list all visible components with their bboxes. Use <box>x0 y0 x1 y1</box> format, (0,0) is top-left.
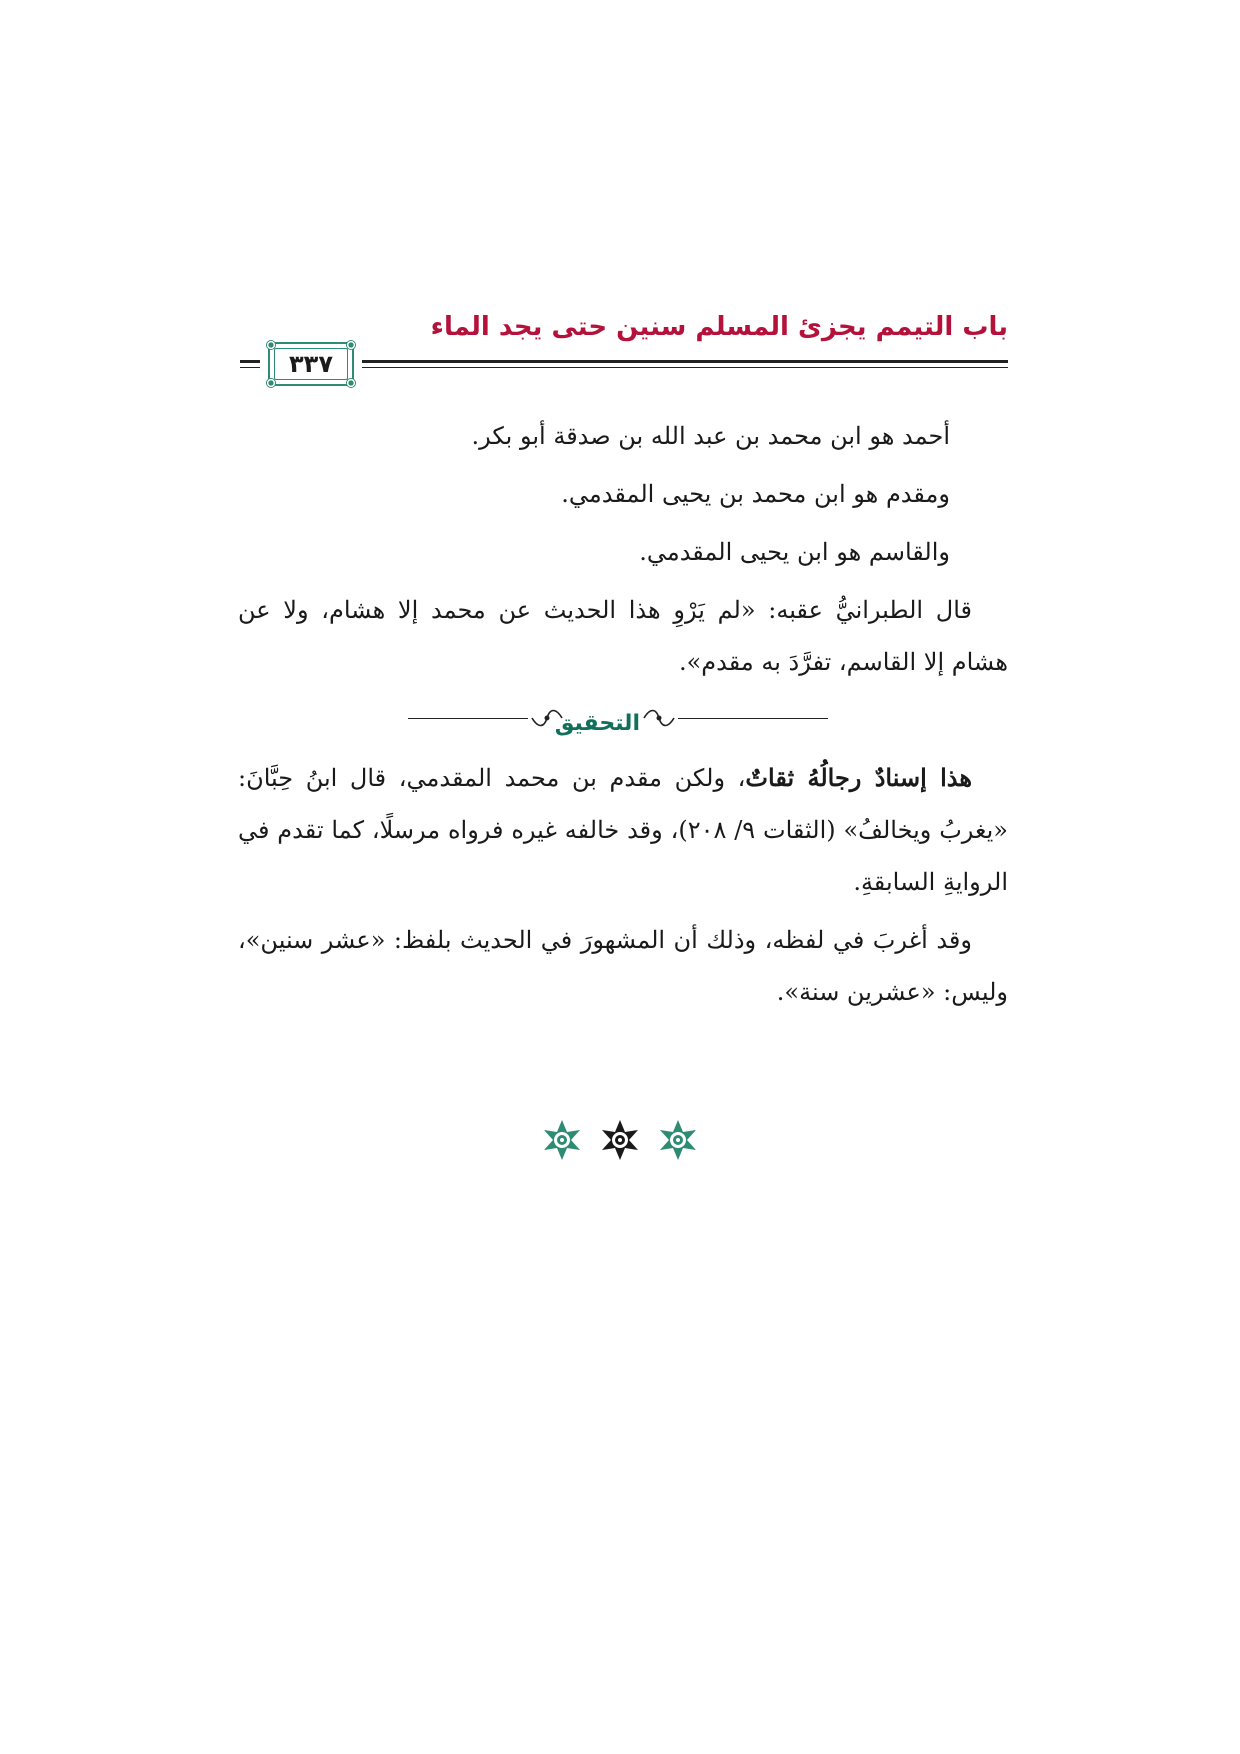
frame-corner-icon <box>346 340 356 350</box>
section-divider <box>238 694 1008 742</box>
divider-line <box>408 718 528 719</box>
frame-corner-icon <box>346 378 356 388</box>
page-body <box>238 410 1008 1024</box>
chapter-title: باب التيمم يجزئ المسلم سنين حتى يجد الماء <box>430 312 1008 342</box>
header-rule <box>362 367 1008 368</box>
header-rule <box>240 367 260 368</box>
star-flower-icon <box>656 1118 700 1162</box>
page-header <box>240 300 1008 390</box>
header-rule <box>362 360 1008 363</box>
narrator-note-3: والقاسم هو ابن يحيى المقدمي. <box>639 538 950 566</box>
header-rule <box>240 360 260 363</box>
star-flower-icon <box>598 1118 642 1162</box>
divider-flourish-icon <box>530 706 564 730</box>
page-number: ٣٣٧ <box>289 350 333 378</box>
divider-flourish-icon <box>642 706 676 730</box>
tabarani-paragraph: قال الطبرانيُّ عقبه: «لم يَرْوِ هذا الحديث عن محمد إلا هشام، ولا عن هشام إلا القاسم، تفرَّدَ به مقدم». <box>238 596 1008 676</box>
isnad-paragraph <box>238 752 1008 908</box>
narrator-note-1: أحمد هو ابن محمد بن عبد الله بن صدقة أبو بكر. <box>471 422 950 450</box>
isnad-verdict: هذا إسنادٌ رجالُهُ ثقاتٌ <box>745 763 972 792</box>
gharib-paragraph: وقد أغربَ في لفظه، وذلك أن المشهورَ في الحديث بلفظ: «عشر سنين»، وليس: «عشرين سنة». <box>238 926 1008 1006</box>
section-heading: التحقيق <box>554 711 640 736</box>
narrator-note-2: ومقدم هو ابن محمد بن يحيى المقدمي. <box>561 480 950 508</box>
frame-corner-icon <box>266 340 276 350</box>
isnad-commentary: ، ولكن مقدم بن محمد المقدمي، قال ابنُ حِبَّانَ: «يغربُ ويخالفُ» (الثقات ٩/ ٢٠٨)، وقد خالفه غيره فرواه مرسلًا، كما تقدم في الروايةِ السابقةِ. <box>238 764 1008 896</box>
star-flower-icon <box>540 1118 584 1162</box>
frame-corner-icon <box>266 378 276 388</box>
closing-ornaments <box>540 1118 700 1166</box>
divider-line <box>678 718 828 719</box>
page-number-frame-icon <box>268 342 354 386</box>
